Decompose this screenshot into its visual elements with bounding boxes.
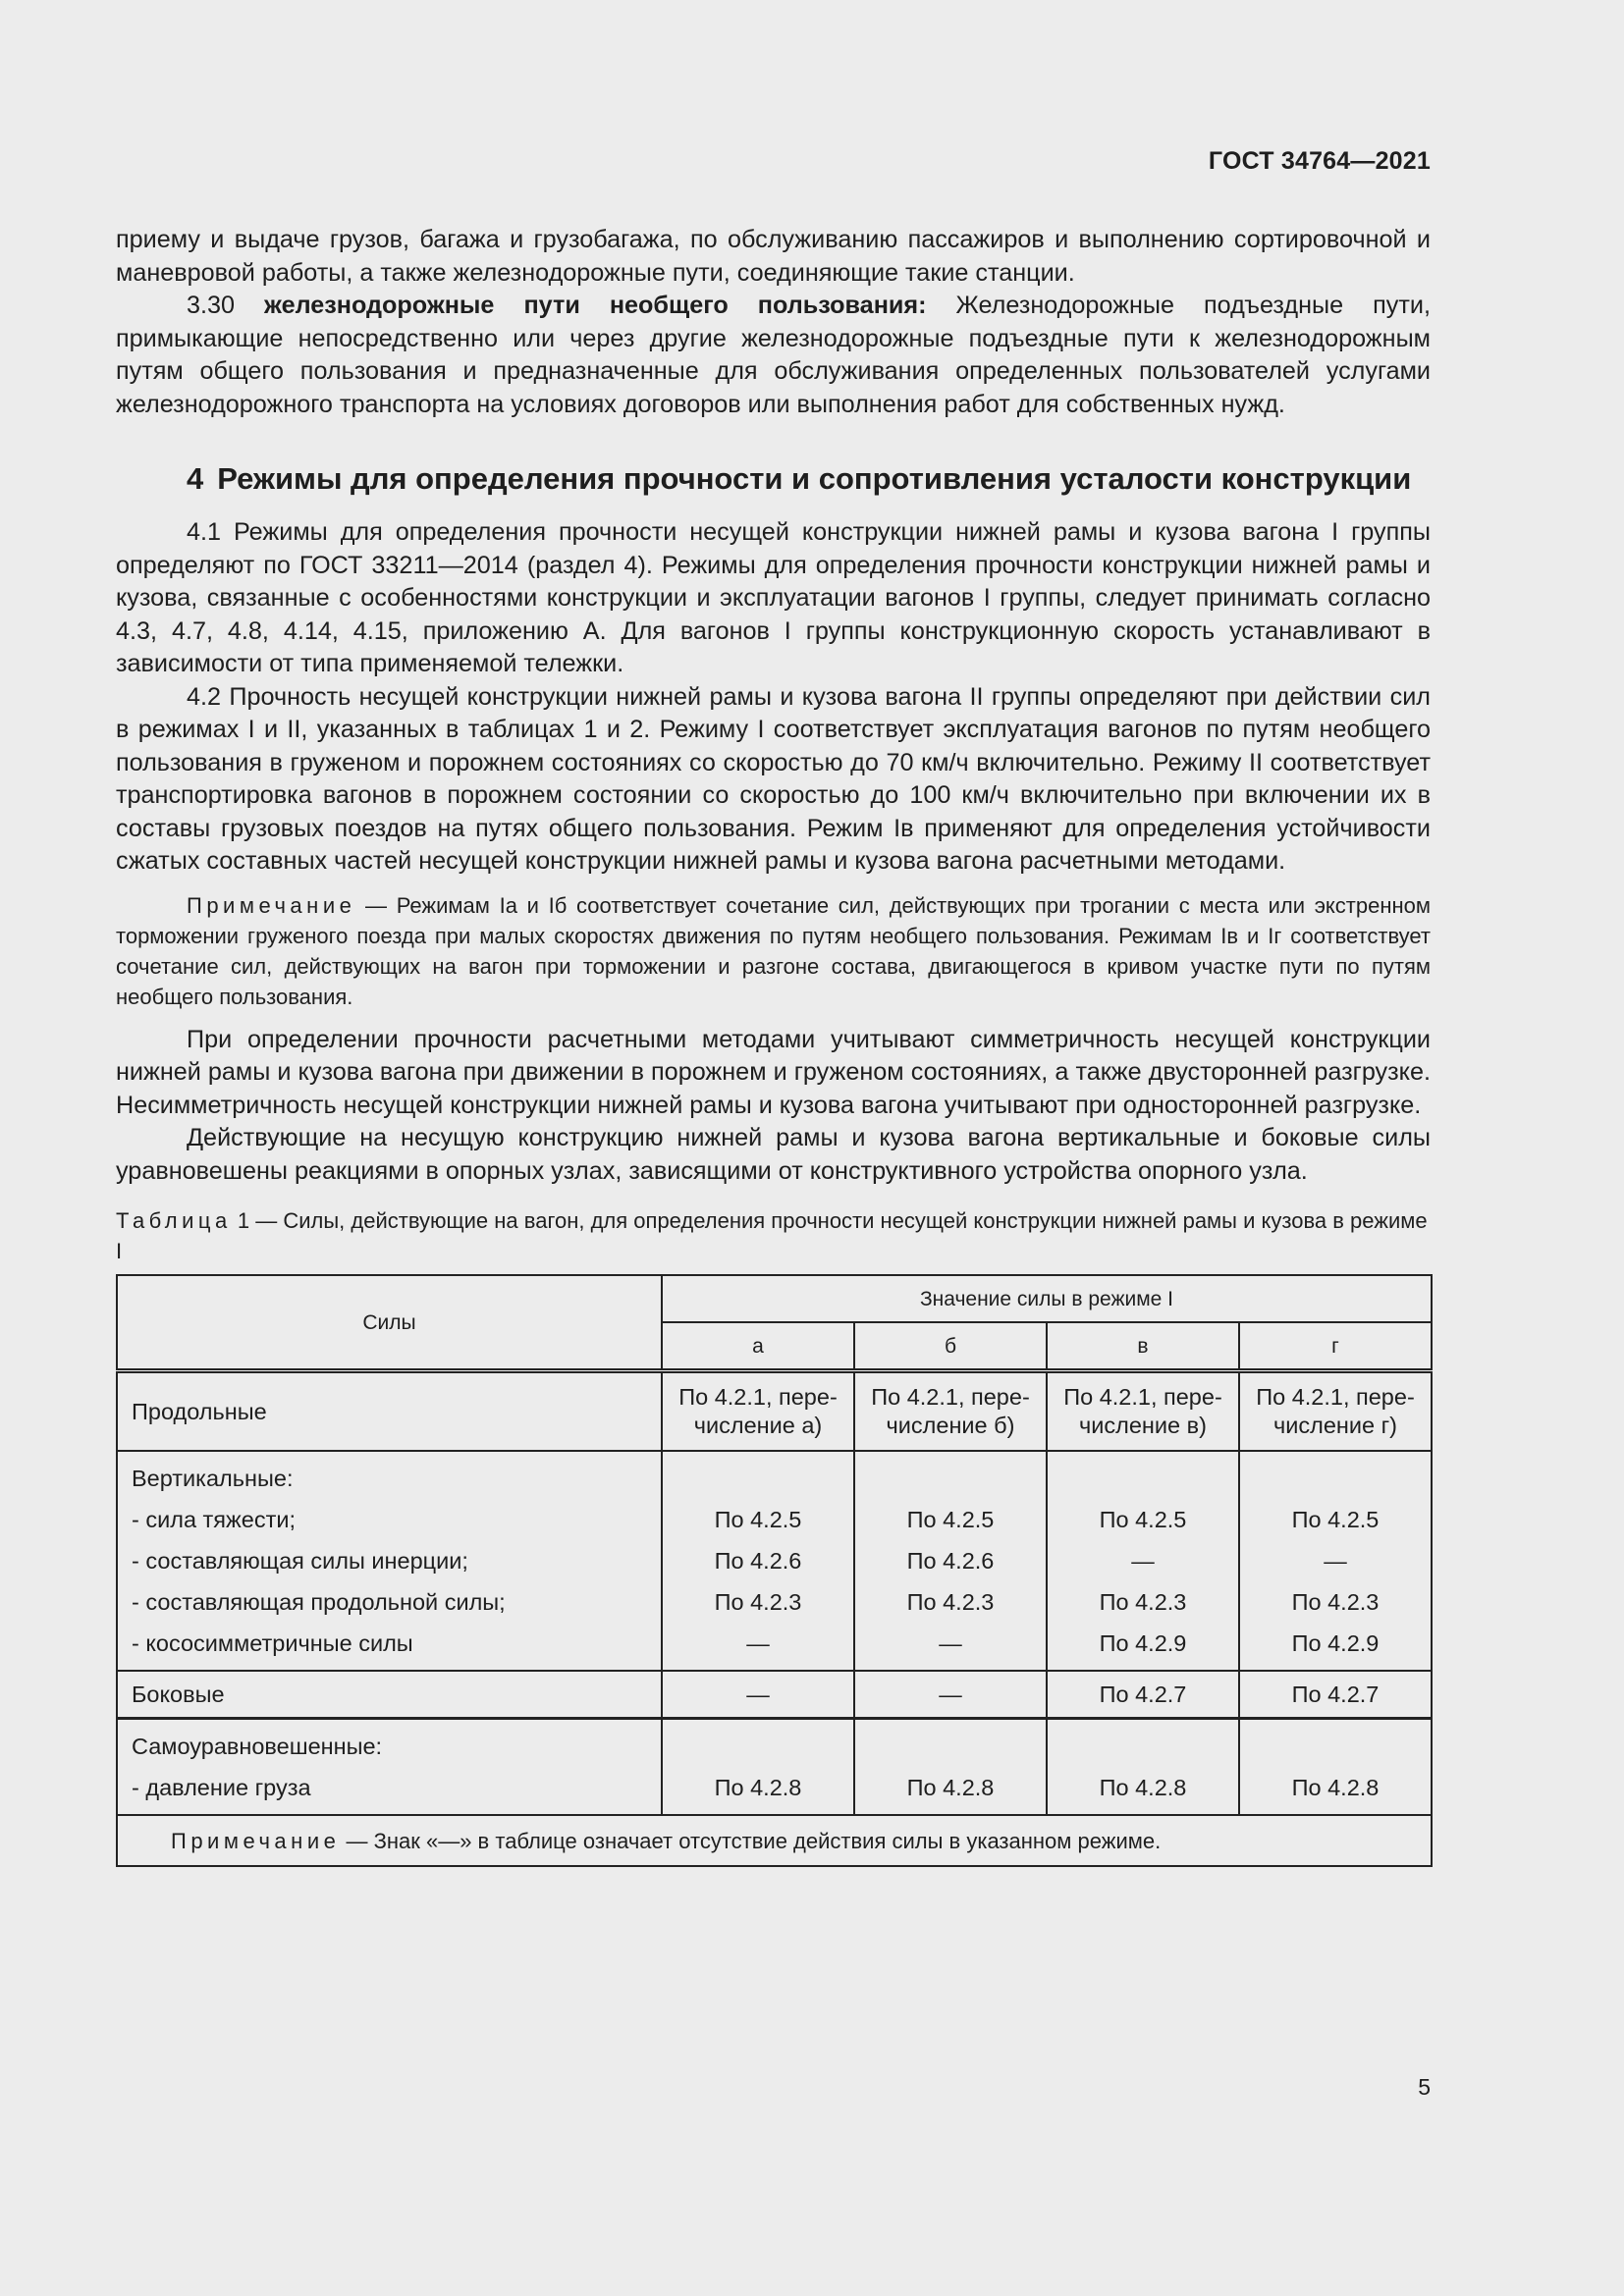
table-cell <box>663 1458 853 1499</box>
table-cell: По 4.2.1, пере- числение г) <box>1239 1371 1432 1452</box>
table-note-label: Примечание <box>171 1828 341 1853</box>
table-cell: — <box>939 1630 962 1656</box>
table-cell <box>855 1726 1046 1767</box>
note-modes <box>116 890 1431 1012</box>
header-mode-g: г <box>1239 1322 1432 1371</box>
table-cell-group <box>1047 1719 1239 1816</box>
table-cell-group <box>662 1719 854 1816</box>
body-text <box>116 224 1431 1867</box>
row-label-group <box>117 1719 662 1816</box>
row-label: Продольные <box>117 1371 662 1452</box>
table-cell: По 4.2.6 <box>714 1548 802 1574</box>
table-cell-group <box>1239 1719 1432 1816</box>
table-cell <box>663 1726 853 1767</box>
header-force-value: Значение силы в режиме I <box>662 1275 1432 1322</box>
table-cell-group <box>854 1451 1047 1671</box>
table-cell: По 4.2.3 <box>906 1589 995 1615</box>
table-cell <box>1240 1458 1431 1499</box>
header-mode-v: в <box>1047 1322 1239 1371</box>
forces-table <box>116 1274 1433 1867</box>
table-cell: По 4.2.8 <box>1099 1775 1187 1800</box>
table-cell: — <box>1131 1548 1155 1574</box>
table-cell: По 4.2.3 <box>714 1589 802 1615</box>
table-cell <box>1048 1458 1238 1499</box>
table-row-self-balanced <box>117 1719 1432 1816</box>
row-label: - кососимметричные силы <box>132 1630 413 1656</box>
paragraph-continuation: приему и выдаче грузов, багажа и грузобагажа, по обслуживанию пассажиров и выполнению сортировочной и маневровой работы, а также железнодорожные пути, соединяющие такие станции. <box>116 226 1431 287</box>
note-label: Примечание <box>187 892 356 918</box>
table-cell: По 4.2.1, пере- числение а) <box>662 1371 854 1452</box>
table-cell: По 4.2.9 <box>1291 1630 1380 1656</box>
table-cell: — <box>854 1671 1047 1719</box>
table-row-lateral <box>117 1671 1432 1719</box>
table-cell: По 4.2.3 <box>1099 1589 1187 1615</box>
table-note-row <box>117 1815 1432 1866</box>
header-mode-a: а <box>662 1322 854 1371</box>
table-cell: По 4.2.5 <box>1291 1507 1380 1532</box>
paragraph-4-2: 4.2 Прочность несущей конструкции нижней рамы и кузова вагона II группы определяют при действии сил в режимах I и II, указанных в таблицах 1 и 2. Режиму I соответствует эксплуатация вагонов по путям необщего пользования в груженом и порожнем состояниях со скоростью до 70 км/ч включительно. Режиму II соответствует транспортировка вагонов в порожнем состоянии со скоростью до 100 км/ч включительно при включении их в составы грузовых поездов на путях общего пользования. Режим Iв применяют для определения устойчивости сжатых составных частей несущей конструкции нижней рамы и кузова вагона расчетными методами. <box>116 682 1431 875</box>
table-cell <box>1240 1726 1431 1767</box>
table-cell: По 4.2.5 <box>714 1507 802 1532</box>
table-cell-group <box>1047 1451 1239 1671</box>
section-title: Режимы для определения прочности и сопротивления усталости конструкции <box>217 461 1412 496</box>
table-note <box>117 1815 1432 1866</box>
table-cell: По 4.2.1, пере- числение в) <box>1047 1371 1239 1452</box>
row-label: Боковые <box>117 1671 662 1719</box>
term-name: железнодорожные пути необщего пользования: <box>264 292 927 319</box>
table-header-row <box>117 1275 1432 1322</box>
header-forces: Силы <box>117 1275 662 1371</box>
table-row-longitudinal <box>117 1371 1432 1452</box>
table-cell: По 4.2.8 <box>906 1775 995 1800</box>
term-number: 3.30 <box>187 292 236 319</box>
paragraph-forces-balance: Действующие на несущую конструкцию нижней рамы и кузова вагона вертикальные и боковые силы уравновешены реакциями в опорных узлах, зависящими от конструктивного устройства опорного узла. <box>116 1124 1431 1185</box>
table-cell: По 4.2.8 <box>1291 1775 1380 1800</box>
table-cell: По 4.2.5 <box>1099 1507 1187 1532</box>
table-cell: — <box>746 1630 770 1656</box>
table-cell <box>1048 1726 1238 1767</box>
page-number: 5 <box>1418 2074 1431 2100</box>
table-cell: По 4.2.9 <box>1099 1630 1187 1656</box>
row-label: - составляющая силы инерции; <box>132 1548 468 1574</box>
table-cell-group <box>662 1451 854 1671</box>
row-label: Вертикальные: <box>132 1466 294 1491</box>
table-caption <box>116 1205 1431 1266</box>
note-text: — Режимам Iа и Iб соответствует сочетание сил, действующих при трогании с места или экстренном торможении груженого поезда при малых скоростях движения по путям необщего пользования. Режимам Iв и Iг соответствует сочетание сил, действующих на вагон при торможении и разгоне состава, двигающегося в кривом участке пути по путям необщего пользования. <box>116 892 1431 1009</box>
row-label: - давление груза <box>132 1775 311 1800</box>
table-cell: — <box>662 1671 854 1719</box>
section-number: 4 <box>187 461 204 496</box>
term-definition: Железнодорожные подъездные пути, примыкающие непосредственно или через другие железнодорожные подъездные пути к железнодорожным путям общего пользования и предназначенные для обслуживания определенных пользователей услугами железнодорожного транспорта на условиях договоров или выполнения работ для собственных нужд. <box>116 292 1431 418</box>
term-3-30 <box>116 290 1431 421</box>
paragraph-4-1: 4.1 Режимы для определения прочности несущей конструкции нижней рамы и кузова вагона I группы определяют по ГОСТ 33211—2014 (раздел 4). Режимы для определения прочности конструкции нижней рамы и кузова, связанные с особенностями конструкции и эксплуатации вагонов I группы, следует принимать согласно 4.3, 4.7, 4.8, 4.14, 4.15, приложению А. Для вагонов I группы конструкционную скорость устанавливают в зависимости от типа применяемой тележки. <box>116 518 1431 677</box>
table-cell-group <box>854 1719 1047 1816</box>
row-label-group <box>117 1451 662 1671</box>
table-caption-label: Таблица <box>116 1208 232 1233</box>
table-note-text: — Знак «—» в таблице означает отсутствие действия силы в указанном режиме. <box>340 1828 1162 1853</box>
table-caption-text: 1 — Силы, действующие на вагон, для определения прочности несущей конструкции нижней рамы и кузова в режиме I <box>116 1208 1428 1263</box>
table-cell: По 4.2.5 <box>906 1507 995 1532</box>
section-heading-4 <box>187 458 1431 499</box>
header-mode-b: б <box>854 1322 1047 1371</box>
paragraph-symmetry: При определении прочности расчетными методами учитывают симметричность несущей конструкции нижней рамы и кузова вагона при движении в порожнем и груженом состояниях, а также двусторонней разгрузке. Несимметричность несущей конструкции нижней рамы и кузова вагона учитывают при односторонней разгрузке. <box>116 1025 1431 1119</box>
table-cell: По 4.2.7 <box>1047 1671 1239 1719</box>
row-label: - сила тяжести; <box>132 1507 296 1532</box>
table-cell <box>855 1458 1046 1499</box>
row-label: - составляющая продольной силы; <box>132 1589 506 1615</box>
document-id-header: ГОСТ 34764—2021 <box>1208 147 1431 175</box>
table-cell: По 4.2.6 <box>906 1548 995 1574</box>
row-label: Самоуравновешенные: <box>132 1734 383 1759</box>
table-cell: По 4.2.7 <box>1239 1671 1432 1719</box>
table-cell: По 4.2.8 <box>714 1775 802 1800</box>
table-cell: По 4.2.3 <box>1291 1589 1380 1615</box>
table-cell: По 4.2.1, пере- числение б) <box>854 1371 1047 1452</box>
table-cell: — <box>1324 1548 1347 1574</box>
table-row-vertical <box>117 1451 1432 1671</box>
table-cell-group <box>1239 1451 1432 1671</box>
